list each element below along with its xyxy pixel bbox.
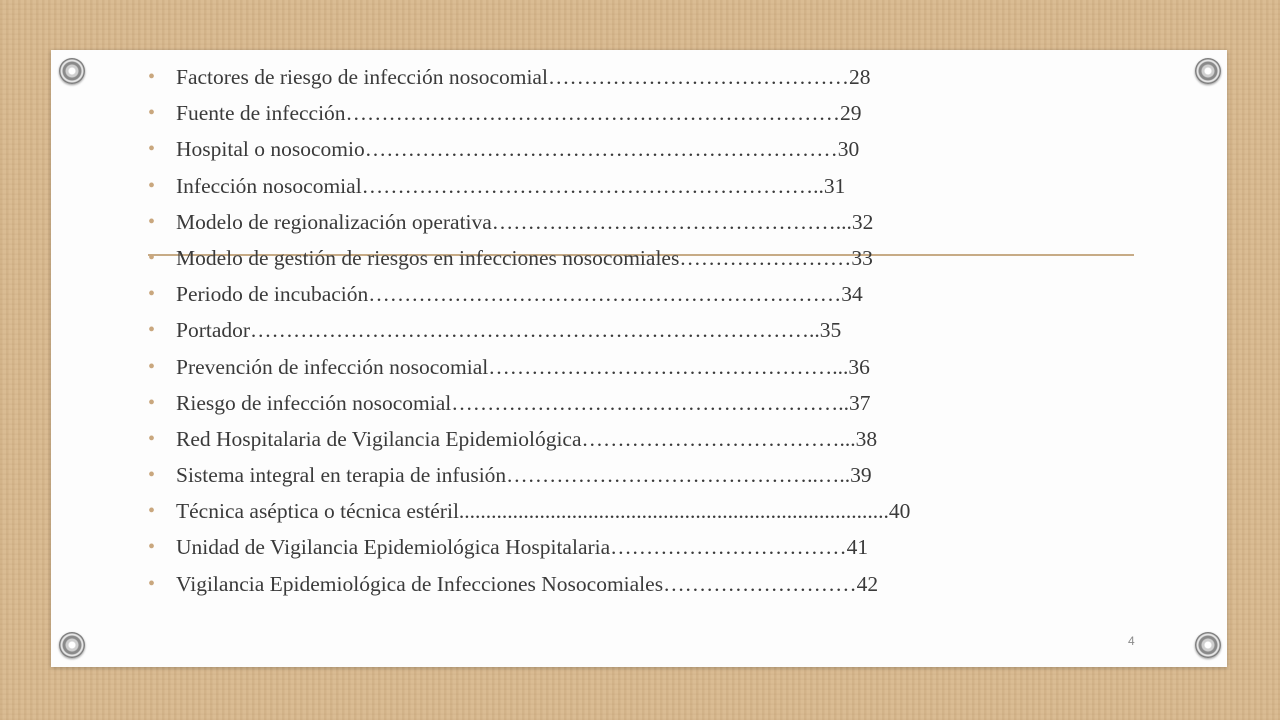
- toc-item: [148, 131, 1148, 167]
- bullet-icon: •: [148, 500, 156, 523]
- rivet-icon-bottom-right: [1195, 632, 1221, 658]
- bullet-icon: •: [148, 246, 156, 269]
- toc-item: [148, 240, 1148, 276]
- bullet-icon: •: [148, 391, 156, 414]
- bullet-icon: •: [148, 283, 156, 306]
- toc-item: [148, 204, 1148, 240]
- toc-item-text: Técnica aséptica o técnica estéril................................................................................40: [176, 499, 911, 524]
- toc-item: [148, 457, 1148, 493]
- rivet-icon-top-left: [59, 58, 85, 84]
- toc-item-text: Red Hospitalaria de Vigilancia Epidemiológica………………………………...38: [176, 426, 878, 451]
- page-number: 4: [1128, 634, 1135, 648]
- bullet-icon: •: [148, 427, 156, 450]
- toc-item-text: Riesgo de infección nosocomial………………………………………………..37: [176, 390, 871, 415]
- bullet-icon: •: [148, 572, 156, 595]
- bullet-icon: •: [148, 210, 156, 233]
- toc-item: [148, 312, 1148, 348]
- toc-item: [148, 529, 1148, 565]
- bullet-icon: •: [148, 138, 156, 161]
- toc-item: [148, 168, 1148, 204]
- toc-item: [148, 493, 1148, 529]
- toc-item-text: Vigilancia Epidemiológica de Infecciones Nosocomiales………………………42: [176, 571, 879, 596]
- toc-list: [148, 59, 1148, 602]
- bullet-icon: •: [148, 66, 156, 88]
- bullet-icon: •: [148, 174, 156, 197]
- toc-item-text: Modelo de regionalización operativa…………………………………………...32: [176, 209, 874, 234]
- toc-item-text: Hospital o nosocomio…………………………………………………………30: [176, 137, 860, 162]
- toc-item: [148, 421, 1148, 457]
- bullet-icon: •: [148, 464, 156, 487]
- toc-item-text: Sistema integral en terapia de infusión……………………………………..…..39: [176, 463, 872, 488]
- toc-item-text: Periodo de incubación…………………………………………………………34: [176, 282, 863, 307]
- toc-item: [148, 276, 1148, 312]
- rivet-icon-top-right: [1195, 58, 1221, 84]
- toc-item-text: Factores de riesgo de infección nosocomial……………………………………28: [176, 65, 871, 89]
- toc-item: [148, 95, 1148, 131]
- toc-item-text: Modelo de gestión de riesgos en infecciones nosocomiales……………………33: [176, 245, 873, 270]
- toc-item: [148, 349, 1148, 385]
- bullet-icon: •: [148, 319, 156, 342]
- bullet-icon: •: [148, 355, 156, 378]
- toc-item-text: Infección nosocomial………………………………………………………..31: [176, 173, 846, 198]
- toc-item-text: Unidad de Vigilancia Epidemiológica Hospitalaria……………………………41: [176, 535, 869, 560]
- toc-item: [148, 566, 1148, 602]
- bullet-icon: •: [148, 536, 156, 559]
- rivet-icon-bottom-left: [59, 632, 85, 658]
- toc-item: [148, 385, 1148, 421]
- bullet-icon: •: [148, 102, 156, 125]
- toc-item-text: Portador……………………………………………………………………..35: [176, 318, 842, 343]
- toc-item: [148, 59, 1148, 95]
- toc-item-text: Prevención de infección nosocomial…………………………………………...36: [176, 354, 870, 379]
- toc-item-text: Fuente de infección……………………………………………………………29: [176, 101, 862, 126]
